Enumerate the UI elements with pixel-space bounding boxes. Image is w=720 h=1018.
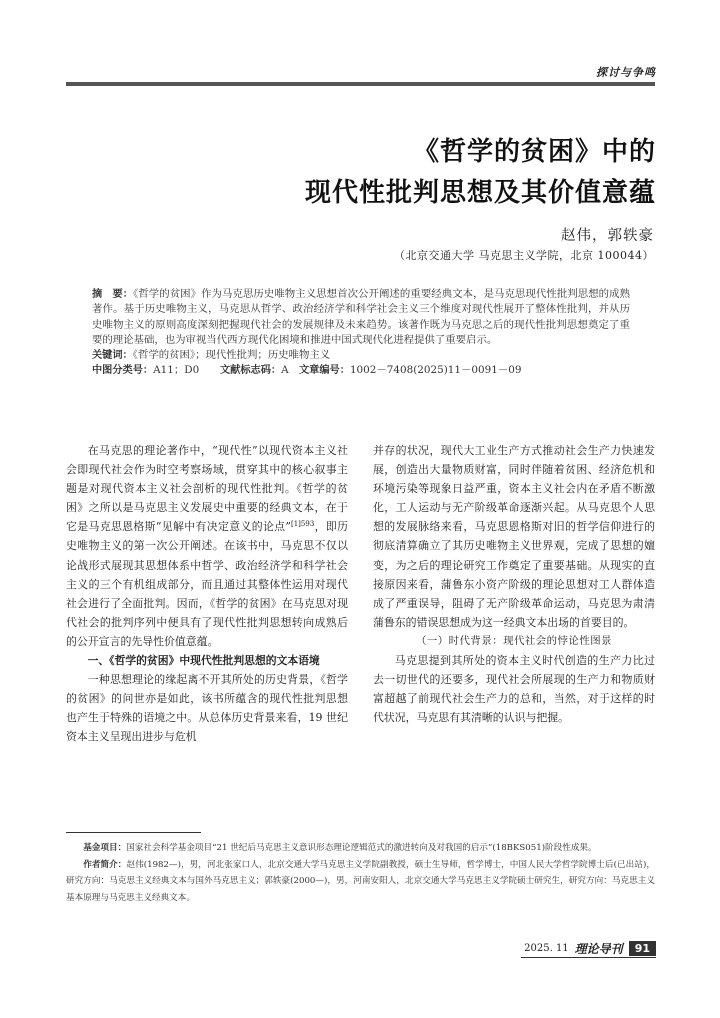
page-footer (524, 940, 656, 957)
paragraph: 一种思想理论的缘起离不开其所处的历史背景，《哲学的贫困》的问世亦是如此，该书所蕴含的现代性批判思想也产生于特殊的语境之中。从总体历史背景来看，19 世纪资本主义呈现出进步与危机 (66, 673, 348, 744)
keywords-line (92, 348, 630, 363)
page-number: 91 (629, 941, 656, 956)
section-heading: 一、《哲学的贫困》中现代性批判思想的文本语境 (87, 654, 320, 668)
paragraph (66, 441, 348, 651)
keywords-label: 关键词： (92, 350, 133, 362)
article-number-label: 文章编号： (299, 365, 350, 377)
journal-name: 理论导刊 (574, 942, 623, 956)
citation: [1]593 (291, 520, 315, 529)
abstract-text: 《哲学的贫困》作为马克思历史唯物主义思想首次公开阐述的重要经典文本，是马克思现代性批判思想的成熟著作。基于历史唯物主义，马克思从哲学、政治经济学和科学社会主义三个维度对现代性展开了整体性批判，并从历史唯物主义的原则高度深刻把握现代社会的发展规律及未来趋势。该著作既为马克思之后的现代性批判思想奠定了重要的理论基础，也为审视当代西方现代化困境和推进中国式现代化进程提供了重要启示。 (92, 288, 631, 346)
fund-text: 国家社会科学基金项目“21 世纪后马克思主义意识形态理论逻辑范式的激进转向及对我国的启示”(18BKS051)阶段性成果。 (126, 843, 597, 853)
article-title-line2: 现代性批判思想及其价值意蕴 (304, 178, 656, 208)
section-label: 探讨与争鸣 (596, 66, 656, 79)
article-number-value: 1002－7408(2025)11－0091－09 (349, 364, 522, 377)
fund-note (66, 840, 655, 857)
clc-label: 中图分类号： (92, 365, 154, 377)
clc-value: A11；D0 (153, 364, 200, 377)
paragraph-text: ，即历史唯物主义的第一次公开阐述。在该书中，马克思不仅以论战形式展现其思想体系中哲学、政治经济学和科学社会主义的三个有机组成部分，而且通过其整体性运用对现代社会进行了全面批判。因而，《哲学的贫困》在马克思对现代社会的批判序列中便具有了现代性批判思想转向成熟后的公开宣言的先导性价值意蕴。 (66, 520, 348, 648)
footer-rule (521, 957, 656, 958)
article-title-line1: 《哲学的贫困》中的 (412, 137, 656, 167)
author-text: 赵伟(1982—)，男，河北张家口人，北京交通大学马克思主义学院副教授，硕士生导师，哲学博士，中国人民大学哲学院博士后(已出站)，研究方向：马克思主义经典文本与国外马克思主义；郭轶豪(2000—)，男，河南安阳人，北京交通大学马克思主义学院硕士研究生，研究方向：马克思主义基本原理与马克思主义经典文本。 (66, 859, 655, 903)
author-label: 作者简介： (83, 859, 127, 870)
subsection-heading: （一）时代背景：现代社会的悖论性图景 (415, 634, 613, 647)
classification-line (92, 363, 630, 378)
keywords: 《哲学的贫困》；现代性批判；历史唯物主义 (132, 349, 331, 362)
affiliation: （北京交通大学 马克思主义学院，北京 100044） (394, 249, 654, 262)
doc-code-value: A (281, 364, 289, 377)
body-column-left (66, 441, 348, 747)
footnote-rule (66, 832, 201, 833)
authors: 赵伟，郭轶豪 (561, 228, 654, 244)
paragraph-text: 在马克思的理论著作中，“现代性”以现代资本主义社会即现代社会作为时空考察场域，贯穿其中的核心叙事主题是对现代资本主义社会剖析的现代性批判。《哲学的贫困》之所以是马克思主义发展史中重要的经典文本，在于它是马克思恩格斯“见解中有决定意义的论点” (66, 444, 348, 534)
issue: 2025. 11 (524, 943, 569, 954)
paragraph: 马克思提到其所处的资本主义时代创造的生产力比过去一切世代的还要多，现代社会所展现的生产力和物质财富超越了前现代社会生产力的总和，当然，对于这样的时代状况，马克思有其清晰的认识与把握。 (373, 654, 655, 725)
body-column-right (373, 441, 655, 727)
abstract (92, 287, 630, 348)
paragraph: 并存的状况，现代大工业生产方式推动社会生产力快速发展，创造出大量物质财富，同时伴随着贫困、经济危机和环境污染等现象日益严重，资本主义社会内在矛盾不断激化，工人运动与无产阶级革命逐渐兴起。从马克思个人思想的发展脉络来看，马克思恩格斯对旧的哲学信仰进行的彻底清算确立了其历史唯物主义世界观，完成了思想的嬗变，为之后的理论研究工作奠定了重要基础。从现实的直接原因来看，蒲鲁东小资产阶级的理论思想对工人群体造成了严重误导，阻碍了无产阶级革命运动，马克思为肃清蒲鲁东的错误思想成为这一经典文本出场的首要目的。 (373, 444, 655, 629)
abstract-label: 摘 要： (92, 289, 134, 300)
header-rule (66, 82, 655, 86)
abstract-block (92, 287, 630, 379)
footnotes (66, 840, 655, 906)
fund-label: 基金项目： (83, 843, 127, 853)
doc-code-label: 文献标志码： (219, 365, 282, 377)
author-note (66, 857, 655, 907)
